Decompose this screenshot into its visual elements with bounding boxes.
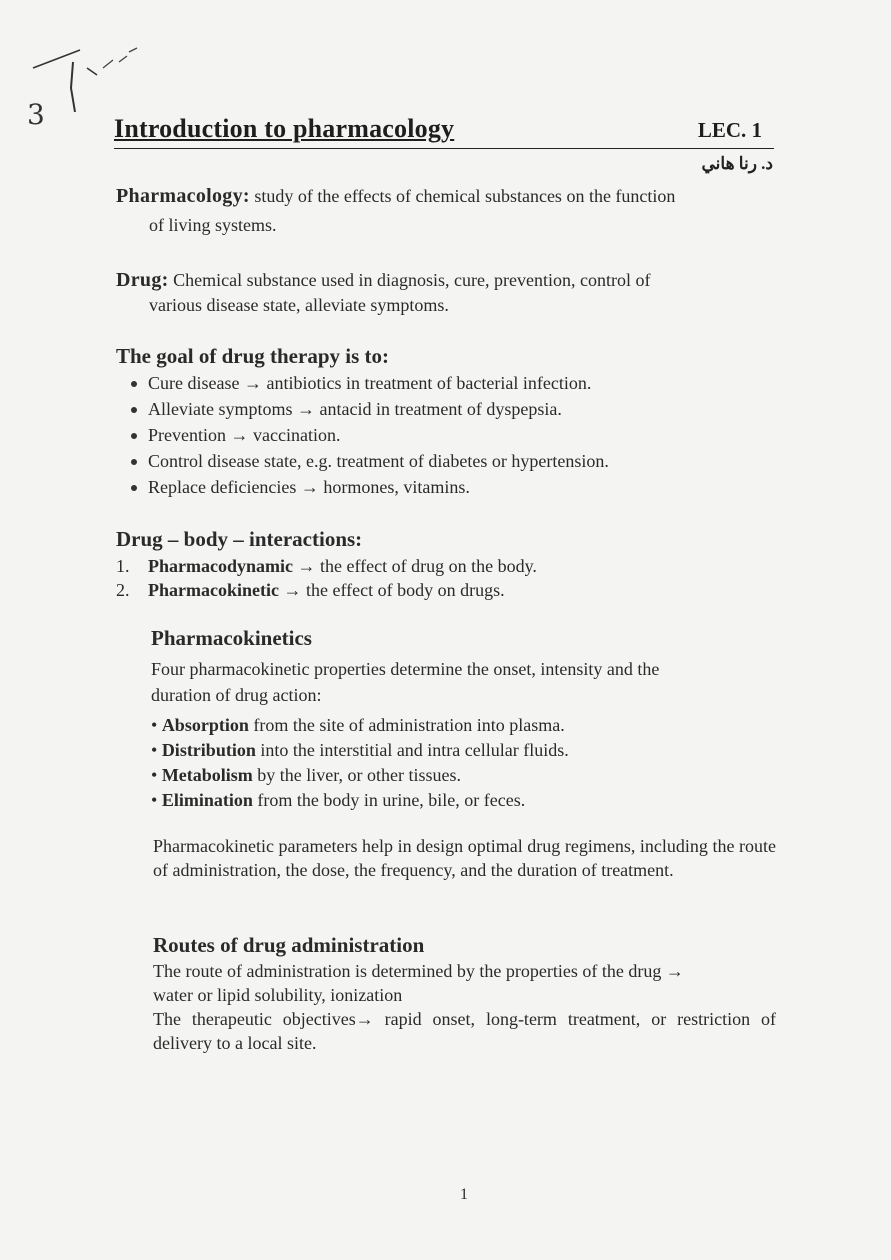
page-title: Introduction to pharmacology (114, 114, 455, 143)
bullet-icon (131, 407, 137, 413)
term-pharmacology: Pharmacology: (116, 185, 250, 207)
author-name: د. رنا هاني (701, 154, 773, 173)
pk-parameters-paragraph: Pharmacokinetic parameters help in design optimal drug regimens, including the route of administration, the dose, the frequency, and the duration of treatment. (153, 836, 776, 880)
definition-drug (116, 268, 776, 318)
margin-number: 3 (27, 98, 45, 131)
routes-line: water or lipid solubility, ionization (153, 985, 403, 1005)
list-item: Cure disease → antibiotics in treatment of bacterial infection. (116, 371, 776, 397)
list-item: Prevention → vaccination. (116, 423, 776, 449)
routes-line: The route of administration is determined by the properties of the drug → (153, 961, 684, 981)
bullet-icon (131, 433, 137, 439)
list-item: Alleviate symptoms → antacid in treatment of dyspepsia. (116, 397, 776, 423)
bullet-icon (131, 459, 137, 465)
list-item: • Absorption from the site of administration into plasma. (151, 715, 565, 735)
routes-heading: Routes of drug administration (153, 933, 425, 957)
pharmacokinetics-heading: Pharmacokinetics (151, 626, 312, 650)
list-item: Control disease state, e.g. treatment of diabetes or hypertension. (116, 449, 776, 475)
pk-properties-list (151, 713, 776, 813)
goals-section (116, 344, 776, 501)
term-drug: Drug: (116, 269, 169, 291)
definition-continuation: various disease state, alleviate symptoms. (149, 295, 449, 315)
interactions-heading: Drug – body – interactions: (116, 527, 363, 551)
lecture-number: LEC. 1 (697, 118, 762, 142)
routes-section (153, 933, 776, 1055)
routes-line: The therapeutic objectives→ rapid onset, long-term treatment, or restriction of delivery to a local site. (153, 1009, 776, 1053)
pharmacokinetics-section (151, 626, 776, 813)
page-number: 1 (460, 1186, 468, 1203)
list-item: 2. Pharmacokinetic → the effect of body on drugs. (116, 580, 505, 600)
interactions-list (116, 554, 776, 602)
list-item: • Metabolism by the liver, or other tissues. (151, 765, 462, 785)
list-item: 1. Pharmacodynamic → the effect of drug on the body. (116, 556, 537, 576)
title-row (114, 114, 774, 149)
goals-list (116, 371, 776, 501)
list-item: Replace deficiencies → hormones, vitamins. (116, 475, 776, 501)
definition-pharmacology (116, 184, 776, 238)
pk-intro-line: Four pharmacokinetic properties determine the onset, intensity and the (151, 659, 660, 679)
interactions-section (116, 527, 776, 602)
definition-continuation: of living systems. (149, 215, 277, 235)
list-item: • Distribution into the interstitial and intra cellular fluids. (151, 740, 569, 760)
definition-text: Chemical substance used in diagnosis, cure, prevention, control of (173, 270, 651, 290)
list-item: • Elimination from the body in urine, bile, or feces. (151, 790, 526, 810)
goals-heading: The goal of drug therapy is to: (116, 344, 389, 368)
bullet-icon (131, 485, 137, 491)
bullet-icon (131, 381, 137, 387)
definition-text: study of the effects of chemical substances on the function (254, 186, 676, 206)
pk-intro-line: duration of drug action: (151, 685, 322, 705)
